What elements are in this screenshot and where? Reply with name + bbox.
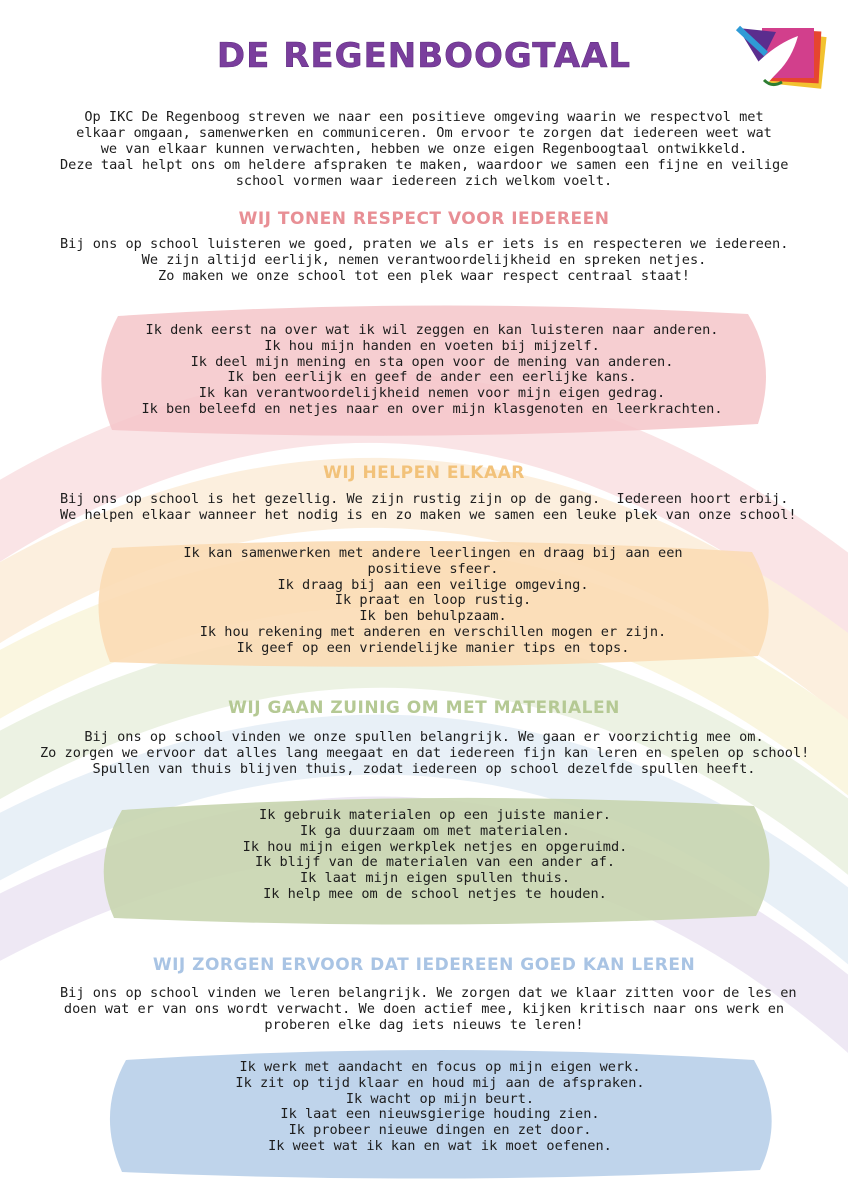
- leren-item: Ik probeer nieuwe dingen en zet door.: [288, 1122, 592, 1139]
- helpen-item: Ik geef op een vriendelijke manier tips en tops.: [236, 639, 630, 656]
- leren-item: Ik wacht op mijn beurt.: [345, 1090, 535, 1107]
- section-intro-line: We helpen elkaar wanneer het nodig is en zo maken we samen een leuke plek van onze school!: [60, 507, 797, 523]
- section-intro-line: Zo zorgen we ervoor dat alles lang meegaat en dat iedereen fijn kan leren en spelen op school!: [40, 745, 810, 761]
- section-heading-materialen: WIJ GAAN ZUINIG OM MET MATERIALEN: [228, 698, 620, 718]
- materialen-item: Ik help mee om de school netjes te houden.: [263, 885, 607, 902]
- leren-item: Ik weet wat ik kan en wat ik moet oefenen.: [268, 1137, 612, 1154]
- section-intro-line: We zijn altijd eerlijk, nemen verantwoordelijkheid en spreken netjes.: [141, 252, 707, 268]
- section-intro-line: Bij ons op school luisteren we goed, praten we als er iets is en respecteren we iedereen.: [60, 236, 789, 252]
- section-heading-respect: WIJ TONEN RESPECT VOOR IEDEREEN: [238, 209, 610, 229]
- intro-paragraph: [60, 109, 788, 189]
- intro-line: school vormen waar iedereen zich welkom voelt.: [235, 173, 613, 189]
- materialen-items: [94, 808, 776, 903]
- helpen-item: Ik draag bij aan een veilige omgeving.: [277, 576, 589, 593]
- materialen-item: Ik gebruik materialen op een juiste manier.: [259, 807, 611, 823]
- respect-item: Ik deel mijn mening en sta open voor de mening van anderen.: [190, 353, 674, 370]
- page-title: DE REGENBOOGTAAL: [216, 36, 632, 76]
- section-intro-line: Bij ons op school vinden we leren belangrijk. We zorgen dat we klaar zitten voor de les en: [60, 985, 797, 1001]
- section-heading-leren: WIJ ZORGEN ERVOOR DAT IEDEREEN GOED KAN LEREN: [152, 955, 696, 975]
- helpen-items: [88, 546, 778, 657]
- section-intro-respect: [60, 236, 788, 284]
- materialen-item: Ik hou mijn eigen werkplek netjes en opgeruimd.: [242, 838, 628, 855]
- section-intro-line: Bij ons op school is het gezellig. We zijn rustig zijn op de gang. Iedereen hoort erbij.: [60, 491, 789, 507]
- section-intro-leren: [60, 985, 797, 1033]
- section-intro-line: Zo maken we onze school tot een plek waar respect centraal staat!: [158, 268, 690, 284]
- materialen-item: Ik ga duurzaam om met materialen.: [299, 822, 571, 839]
- section-heading-helpen: WIJ HELPEN ELKAAR: [323, 463, 525, 483]
- leren-item: Ik werk met aandacht en focus op mijn eigen werk.: [239, 1059, 641, 1075]
- intro-line: elkaar omgaan, samenwerken en communiceren. Om ervoor te zorgen dat iedereen weet wat: [76, 125, 772, 141]
- helpen-item: Ik kan samenwerken met andere leerlingen en draag bij aan een: [183, 545, 683, 561]
- helpen-item: positieve sfeer.: [367, 560, 499, 577]
- respect-item: Ik kan verantwoordelijkheid nemen voor mijn eigen gedrag.: [198, 385, 666, 402]
- materialen-item: Ik laat mijn eigen spullen thuis.: [299, 870, 571, 887]
- section-intro-line: doen wat er van ons wordt verwacht. We doen actief mee, kijken kritisch naar ons werk en: [63, 1001, 785, 1017]
- intro-line: Deze taal helpt ons om heldere afspraken te maken, waardoor we samen een fijne en veilige: [60, 157, 789, 173]
- section-intro-line: Spullen van thuis blijven thuis, zodat iedereen op school dezelfde spullen heeft.: [92, 761, 756, 777]
- helpen-item: Ik ben behulpzaam.: [359, 608, 507, 625]
- leren-item: Ik zit op tijd klaar en houd mij aan de afspraken.: [235, 1074, 645, 1091]
- helpen-item: Ik praat en loop rustig.: [334, 592, 532, 609]
- section-intro-line: Bij ons op school vinden we onze spullen belangrijk. We gaan er voorzichtig mee om.: [84, 729, 764, 745]
- respect-item: Ik ben eerlijk en geef de ander een eerlijke kans.: [227, 369, 637, 386]
- section-intro-materialen: [40, 729, 808, 777]
- respect-item: Ik hou mijn handen en voeten bij mijzelf.: [264, 337, 600, 354]
- helpen-item: Ik hou rekening met anderen en verschillen mogen er zijn.: [199, 623, 667, 640]
- intro-line: we van elkaar kunnen verwachten, hebben we onze eigen Regenboogtaal ontwikkeld.: [100, 141, 748, 157]
- leren-item: Ik laat een nieuwsgierige houding zien.: [280, 1106, 600, 1123]
- section-intro-line: proberen elke dag iets nieuws te leren!: [264, 1017, 584, 1033]
- intro-line: Op IKC De Regenboog streven we naar een positieve omgeving waarin we respectvol met: [84, 109, 764, 125]
- respect-item: Ik denk eerst na over wat ik wil zeggen en kan luisteren naar anderen.: [145, 322, 719, 338]
- materialen-item: Ik blijf van de materialen van een ander af.: [254, 854, 616, 871]
- respect-item: Ik ben beleefd en netjes naar en over mijn klasgenoten en leerkrachten.: [141, 400, 723, 417]
- leren-items: [100, 1060, 780, 1155]
- respect-items: [88, 323, 776, 418]
- section-intro-helpen: [60, 491, 797, 523]
